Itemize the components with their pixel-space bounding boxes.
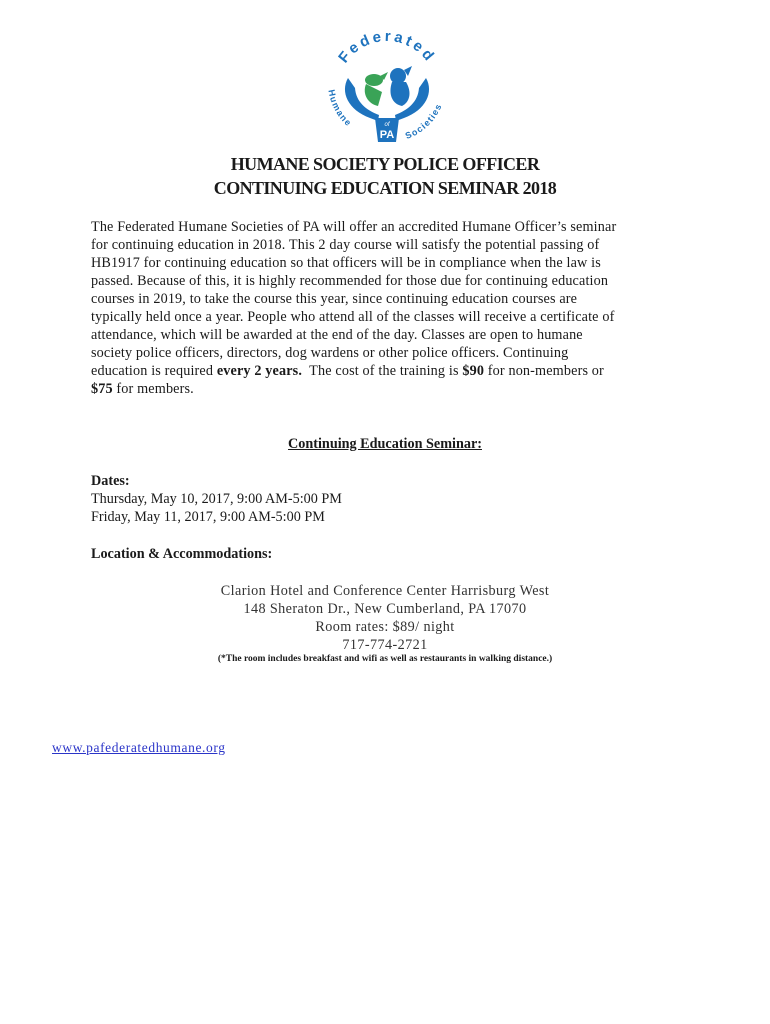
intro-line: for continuing education in 2018. This 2 day course will satisfy the potential passing of (91, 237, 600, 253)
intro-line: courses in 2019, to take the course this year, since continuing education courses are (91, 291, 578, 307)
intro-line: typically held once a year. People who attend all of the classes will receive a certificate of (91, 309, 615, 325)
seminar-heading: Continuing Education Seminar: (288, 436, 482, 452)
date-day-2: Friday, May 11, 2017, 9:00 AM-5:00 PM (91, 509, 325, 525)
intro-text: education is required (91, 363, 217, 379)
hotel-address: 148 Sheraton Dr., New Cumberland, PA 17070 (243, 601, 527, 617)
intro-text: for members. (112, 381, 194, 397)
dates-section (91, 472, 342, 526)
member-price: $75 (91, 381, 113, 397)
logo-arc-left: Humane (326, 88, 354, 129)
intro-line: The Federated Humane Societies of PA will offer an accredited Humane Officer’s seminar (91, 219, 617, 235)
location-label: Location & Accommodations: (91, 546, 273, 562)
logo-badge-state: PA (379, 129, 395, 141)
intro-line: attendance, which will be awarded at the end of the day. Classes are open to humane (91, 327, 583, 343)
logo-arc-top: Federated (335, 27, 439, 67)
intro-text: for non-members or (484, 363, 604, 379)
svg-text:Federated (335, 28, 439, 66)
logo-arc-right: Societies (403, 101, 444, 142)
frequency-requirement: every 2 years. (216, 363, 303, 379)
hands-icon (345, 78, 429, 121)
room-note: (*The room includes breakfast and wifi as well as restaurants in walking distance.) (217, 654, 553, 664)
animals-icon (365, 66, 412, 106)
intro-line-member-price (91, 380, 681, 398)
room-rates: Room rates: $89/ night (315, 619, 455, 635)
intro-line-requirement (91, 362, 681, 380)
pa-keystone-badge (375, 118, 399, 142)
venue-details (0, 582, 770, 654)
intro-text: The cost of the training is (302, 363, 463, 379)
non-member-price: $90 (462, 363, 485, 379)
dates-label: Dates: (91, 473, 130, 489)
date-day-1: Thursday, May 10, 2017, 9:00 AM-5:00 PM (91, 491, 342, 507)
hotel-name: Clarion Hotel and Conference Center Harrisburg West (220, 583, 550, 599)
intro-line: HB1917 for continuing education so that officers will be in compliance when the law is (91, 255, 601, 271)
hotel-phone: 717-774-2721 (342, 637, 428, 653)
page-title-line-1: HUMANE SOCIETY POLICE OFFICER (230, 154, 540, 174)
intro-paragraph (91, 218, 681, 398)
intro-line: passed. Because of this, it is highly recommended for those due for continuing education (91, 273, 609, 289)
logo-badge-of: of (384, 122, 390, 128)
website-link[interactable]: www.pafederatedhumane.org (52, 740, 226, 755)
federated-humane-societies-logo (322, 18, 452, 148)
page-title-line-2: CONTINUING EDUCATION SEMINAR 2018 (213, 178, 557, 198)
intro-line: society police officers, directors, dog wardens or other police officers. Continuing (91, 345, 569, 361)
